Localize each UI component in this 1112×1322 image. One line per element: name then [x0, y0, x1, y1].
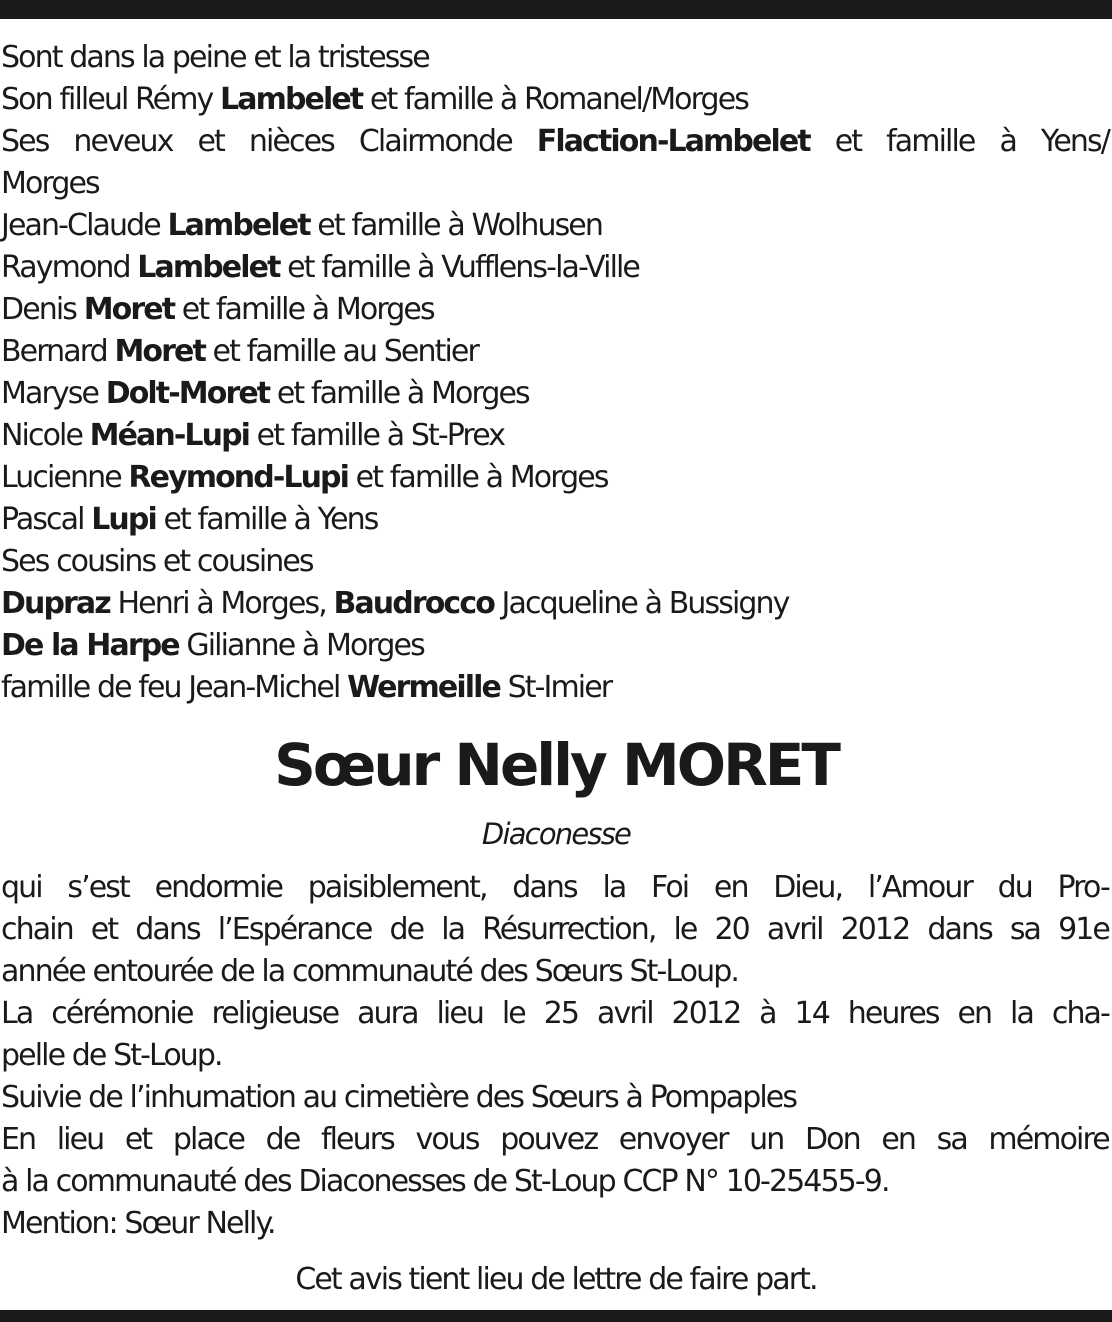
body-word: en: [957, 996, 992, 1031]
family-text: Lucienne: [1, 460, 129, 495]
body-word: avril: [597, 996, 653, 1031]
family-line: [1, 373, 1109, 415]
body-line: Suivie de l’inhumation au cimetière des Sœurs à Pompaples: [1, 1080, 797, 1115]
body-word: du: [997, 870, 1032, 905]
family-text: Ses cousins et cousines: [1, 544, 313, 579]
body-word: fleurs: [320, 1122, 394, 1157]
body-word: et: [124, 1122, 152, 1157]
family-text: Denis: [1, 292, 84, 327]
body-word: s’est: [67, 870, 129, 905]
family-line: [1, 121, 1109, 163]
family-word: à: [999, 124, 1016, 159]
body-word: le: [673, 912, 697, 947]
body-line: pelle de St-Loup.: [1, 1038, 222, 1073]
family-text: Gilianne à Morges: [178, 628, 424, 663]
family-text: St-Imier: [499, 670, 612, 705]
family-line: [1, 289, 1109, 331]
family-text: Sont dans la peine et la tristesse: [1, 40, 429, 75]
body-word: lieu: [56, 1122, 104, 1157]
family-word: Clairmonde: [358, 124, 512, 159]
body-word: lieu: [436, 996, 483, 1031]
family-word: Ses: [1, 124, 49, 159]
body-word: Don: [804, 1122, 860, 1157]
body-word: l’Espérance: [217, 912, 372, 947]
family-text: et famille à Wolhusen: [309, 208, 602, 243]
body-word: 20: [714, 912, 749, 947]
family-text: famille de feu Jean-Michel: [1, 670, 348, 705]
family-line: [1, 625, 1109, 667]
notice-body: [1, 867, 1109, 1245]
body-word: en: [881, 1122, 916, 1157]
body-word: Dieu,: [773, 870, 843, 905]
body-line: à la communauté des Diaconesses de St-Loup CCP N° 10-25455-9.: [1, 1164, 889, 1199]
family-line: [1, 541, 1109, 583]
body-word: religieuse: [211, 996, 339, 1031]
family-line: [1, 667, 1109, 709]
body-word: 2012: [671, 996, 741, 1031]
closing-line: Cet avis tient lieu de lettre de faire part.: [295, 1262, 817, 1297]
family-text: et famille à St-Prex: [249, 418, 505, 453]
body-word: mémoire: [988, 1122, 1109, 1157]
body-word: aura: [357, 996, 418, 1031]
body-word: envoyer: [618, 1122, 728, 1157]
body-line: [1, 909, 1109, 951]
family-word: famille: [886, 124, 975, 159]
body-word: La: [1, 996, 33, 1031]
family-text: Bernard: [1, 334, 115, 369]
body-word: Foi: [651, 870, 689, 905]
deceased-name: Sœur Nelly MORET: [274, 731, 838, 799]
family-surname: Reymond-Lupi: [128, 460, 349, 495]
body-word: Pro-: [1057, 870, 1109, 905]
family-surname: Wermeille: [347, 670, 500, 705]
family-line: [1, 415, 1109, 457]
body-line: [1, 1119, 1109, 1161]
body-word: avril: [766, 912, 823, 947]
family-text: Jacqueline à Bussigny: [493, 586, 789, 621]
family-text: Nicole: [1, 418, 90, 453]
bottom-rule: [0, 1310, 1112, 1322]
family-surname: Lambelet: [167, 208, 310, 243]
body-word: paisiblement,: [307, 870, 487, 905]
body-word: place: [172, 1122, 245, 1157]
family-text: et famille à Morges: [269, 376, 529, 411]
family-text: Raymond: [1, 250, 138, 285]
family-text: Morges: [1, 166, 99, 201]
body-word: chain: [1, 912, 73, 947]
family-text: Maryse: [1, 376, 106, 411]
family-surname: Dolt-Moret: [105, 376, 270, 411]
family-line: [1, 331, 1109, 373]
body-word: à: [759, 996, 776, 1031]
family-text: Pascal: [1, 502, 92, 537]
family-line: [1, 583, 1109, 625]
body-word: cérémonie: [51, 996, 193, 1031]
family-text: et famille à Romanel/Morges: [362, 82, 748, 117]
family-text: et famille à Morges: [348, 460, 608, 495]
family-word: et: [834, 124, 862, 159]
family-surname: Lambelet: [220, 82, 363, 117]
body-word: la: [1010, 996, 1033, 1031]
body-word: la: [441, 912, 465, 947]
family-word: et: [197, 124, 224, 159]
body-word: de: [265, 1122, 300, 1157]
body-word: En: [1, 1122, 36, 1157]
body-word: le: [501, 996, 525, 1031]
family-text: Henri à Morges,: [109, 586, 334, 621]
family-word: neveux: [73, 124, 173, 159]
family-line: [1, 37, 1109, 79]
body-word: de: [389, 912, 424, 947]
body-word: 2012: [840, 912, 910, 947]
family-line: [1, 79, 1109, 121]
body-word: sa: [1009, 912, 1041, 947]
body-word: dans: [927, 912, 992, 947]
family-text: et famille au Sentier: [204, 334, 478, 369]
family-list: [1, 37, 1109, 709]
body-word: vous: [415, 1122, 479, 1157]
body-word: l’Amour: [867, 870, 972, 905]
body-word: et: [90, 912, 118, 947]
body-line: année entourée de la communauté des Sœurs St-Loup.: [1, 954, 739, 989]
body-word: la: [602, 870, 626, 905]
family-surname: Moret: [114, 334, 205, 369]
family-surname: Méan-Lupi: [89, 418, 250, 453]
body-word: dans: [135, 912, 200, 947]
body-word: cha-: [1051, 996, 1109, 1031]
family-text: et famille à Yens: [155, 502, 378, 537]
family-surname: Moret: [83, 292, 175, 327]
family-text: Jean-Claude: [1, 208, 168, 243]
family-text: Son filleul Rémy: [1, 82, 221, 117]
family-surname: Lupi: [91, 502, 156, 537]
body-line: [1, 867, 1109, 909]
body-word: sa: [936, 1122, 967, 1157]
family-surname: Baudrocco: [333, 586, 494, 621]
body-line: [1, 993, 1109, 1035]
family-line: [1, 205, 1109, 247]
family-surname: Lambelet: [137, 250, 280, 285]
body-word: qui: [1, 870, 42, 905]
family-text: et famille à Vufflens-la-Ville: [279, 250, 639, 285]
body-word: Résurrection,: [482, 912, 656, 947]
body-word: en: [713, 870, 748, 905]
body-word: 14: [794, 996, 829, 1031]
deceased-title: Diaconesse: [481, 817, 631, 851]
family-word: nièces: [248, 124, 334, 159]
family-line: [1, 247, 1109, 289]
family-surname: De la Harpe: [1, 628, 179, 663]
family-text: et famille à Morges: [174, 292, 434, 327]
family-surname: Dupraz: [1, 586, 110, 621]
family-line: [1, 163, 1109, 205]
top-rule: [0, 0, 1112, 19]
family-line: [1, 499, 1109, 541]
body-word: un: [749, 1122, 784, 1157]
family-line: [1, 457, 1109, 499]
body-word: dans: [512, 870, 577, 905]
body-word: pouvez: [500, 1122, 598, 1157]
body-line: Mention: Sœur Nelly.: [1, 1206, 275, 1241]
body-word: endormie: [154, 870, 283, 905]
family-word: Yens/: [1040, 124, 1109, 159]
body-word: 25: [543, 996, 579, 1031]
body-word: 91e: [1058, 912, 1109, 947]
family-surname: Flaction-Lambelet: [536, 124, 810, 159]
body-word: heures: [847, 996, 939, 1031]
